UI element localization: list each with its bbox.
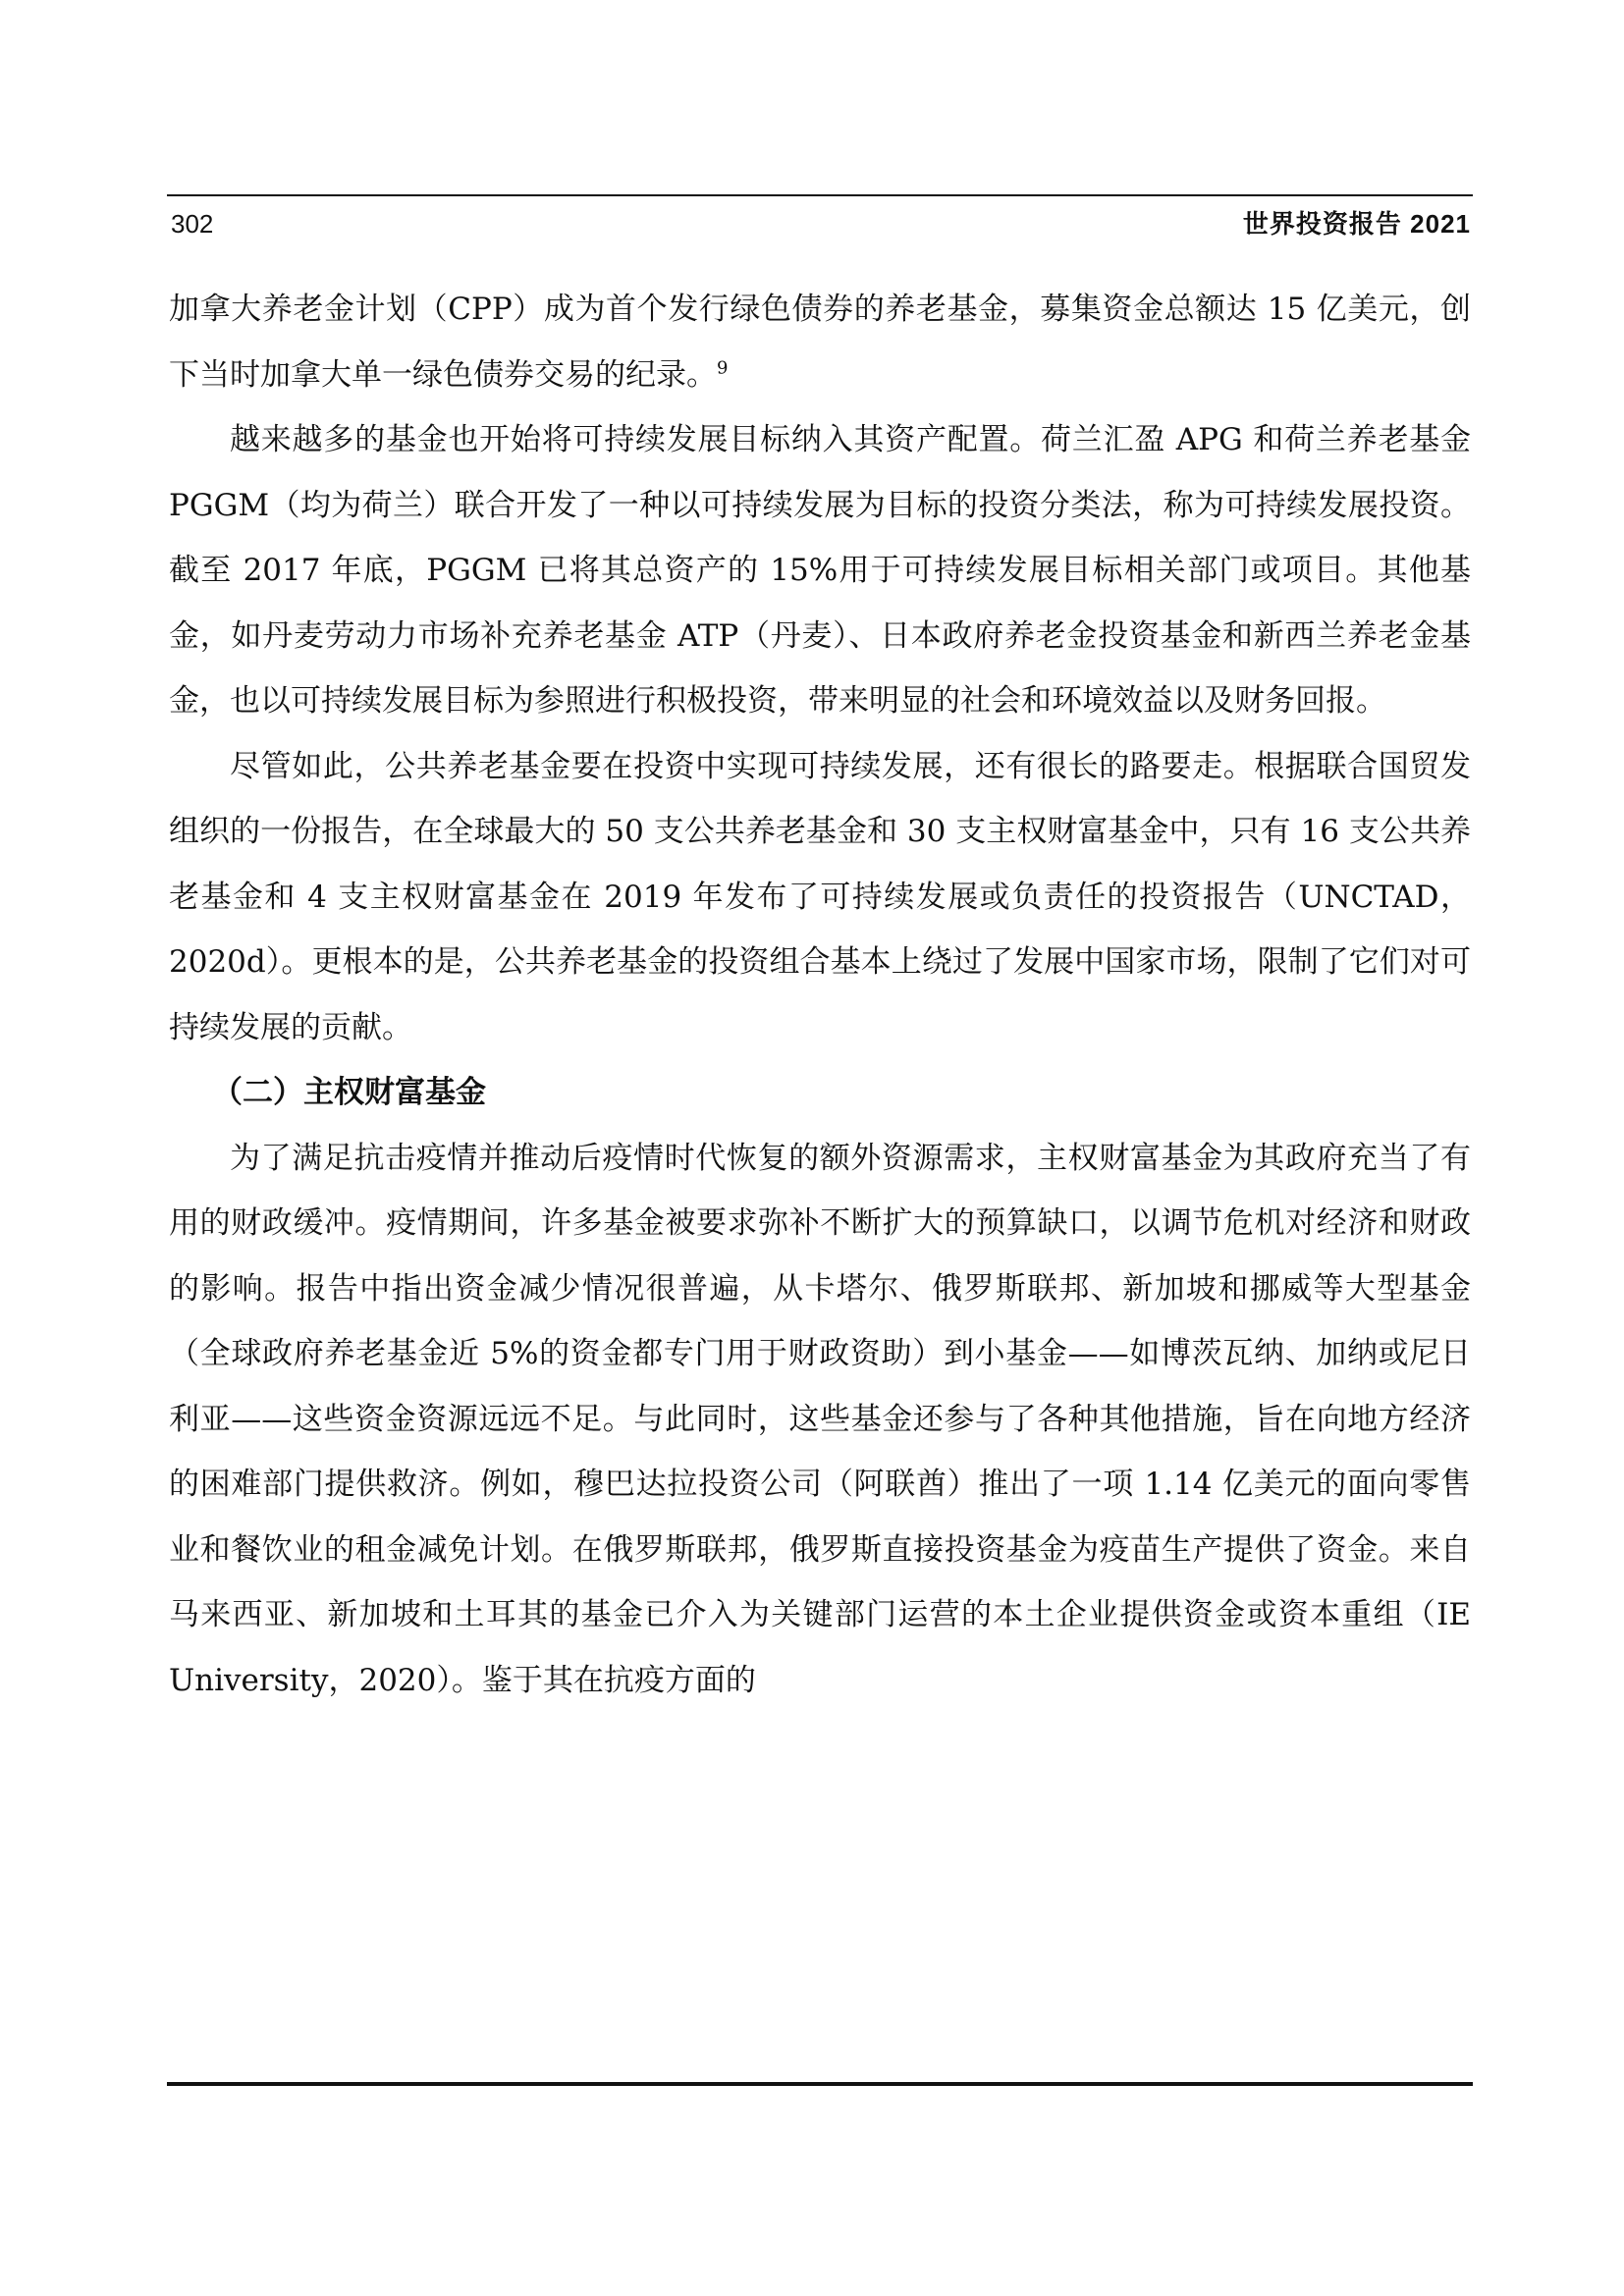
paragraph-sdg-allocation: 越来越多的基金也开始将可持续发展目标纳入其资产配置。荷兰汇盈 APG 和荷兰养老基金 PGGM（均为荷兰）联合开发了一种以可持续发展为目标的投资分类法，称为可持续发展投资。截至 2017 年底，PGGM 已将其总资产的 15%用于可持续发展目标相关部门或项目。其他基金，如丹麦劳动力市场补充养老基金 ATP（丹麦）、日本政府养老金投资基金和新西兰养老金基金，也以可持续发展目标为参照进行积极投资，带来明显的社会和环境效益以及财务回报。 <box>169 422 1471 719</box>
footnote-marker: 9 <box>717 357 729 379</box>
page-number: 302 <box>171 209 214 239</box>
section-heading-sovereign-wealth-funds: （二）主权财富基金 <box>212 1075 486 1110</box>
body-text <box>169 277 1471 1713</box>
paragraph-cpp-green-bond <box>169 277 1471 407</box>
page-header <box>169 206 1473 241</box>
paragraph-sovereign-wealth-funds: 为了满足抗击疫情并推动后疫情时代恢复的额外资源需求，主权财富基金为其政府充当了有用的财政缓冲。疫情期间，许多基金被要求弥补不断扩大的预算缺口，以调节危机对经济和财政的影响。报告中指出资金减少情况很普遍，从卡塔尔、俄罗斯联邦、新加坡和挪威等大型基金（全球政府养老基金近 5%的资金都专门用于财政资助）到小基金——如博茨瓦纳、加纳或尼日利亚——这些资金资源远远不足。与此同时，这些基金还参与了各种其他措施，旨在向地方经济的困难部门提供救济。例如，穆巴达拉投资公司（阿联酋）推出了一项 1.14 亿美元的面向零售业和餐饮业的租金减免计划。在俄罗斯联邦，俄罗斯直接投资基金为疫苗生产提供了资金。来自马来西亚、新加坡和土耳其的基金已介入为关键部门运营的本土企业提供资金或资本重组（IE University，2020）。鉴于其在抗疫方面的 <box>169 1140 1471 1698</box>
header-rule <box>167 194 1473 196</box>
paragraph-text: 加拿大养老金计划（CPP）成为首个发行绿色债券的养老基金，募集资金总额达 15 亿美元，创下当时加拿大单一绿色债券交易的纪录。 <box>169 292 1471 393</box>
footer-rule <box>167 2082 1473 2086</box>
running-title: 世界投资报告 2021 <box>1242 209 1471 239</box>
paragraph-public-pension-funds: 尽管如此，公共养老基金要在投资中实现可持续发展，还有很长的路要走。根据联合国贸发组织的一份报告，在全球最大的 50 支公共养老基金和 30 支主权财富基金中，只有 16 支公共养老基金和 4 支主权财富基金在 2019 年发布了可持续发展或负责任的投资报告（UNCTAD，2020d）。更根本的是，公共养老基金的投资组合基本上绕过了发展中国家市场，限制了它们对可持续发展的贡献。 <box>169 748 1471 1045</box>
